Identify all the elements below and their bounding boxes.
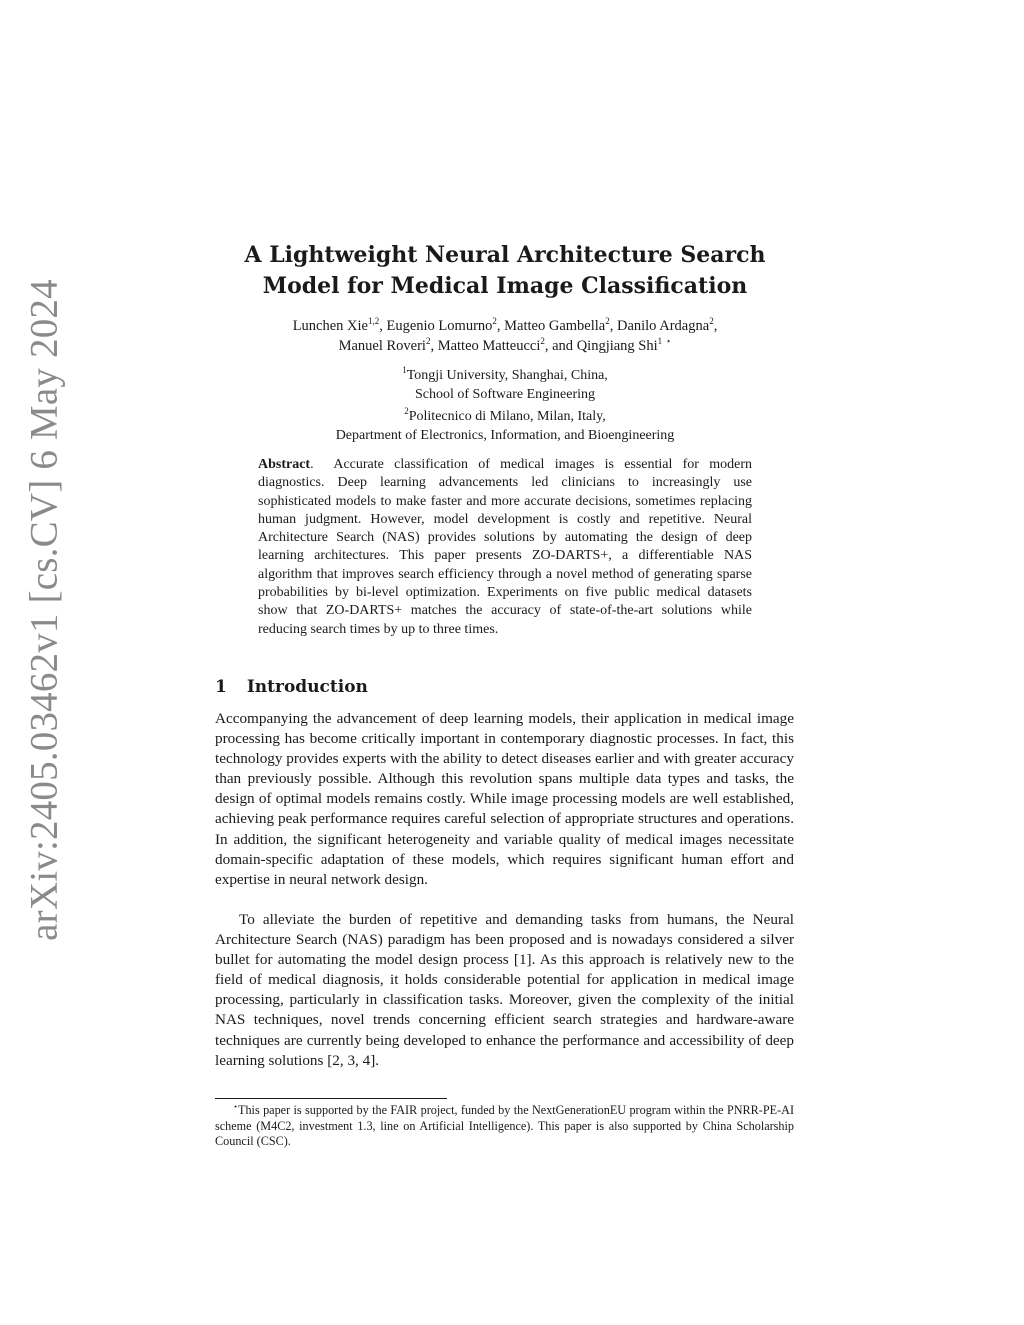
- footnote-mark: ⋆: [233, 1102, 239, 1111]
- affiliation-line: Department of Electronics, Information, and Bioengineering: [335, 428, 675, 443]
- author-affiliation-mark: 2: [425, 336, 431, 346]
- author-name: Lunchen Xie: [292, 318, 368, 334]
- affiliation-line: [215, 407, 795, 426]
- author-name: Matteo Matteucci: [437, 338, 541, 354]
- author-name: Qingjiang Shi: [576, 338, 658, 354]
- affiliation-1: [215, 366, 795, 404]
- affiliation-number: 1: [402, 365, 407, 375]
- author-affiliation-mark: 1: [657, 336, 663, 346]
- footnote-divider: [215, 1098, 447, 1099]
- author-conjunction: and: [552, 338, 574, 354]
- author-affiliation-mark: 2: [492, 316, 497, 326]
- affiliation-text: Tongji University, Shanghai, China,: [406, 368, 608, 383]
- title-line-2: Model for Medical Image Classification: [262, 273, 748, 299]
- author-name: Danilo Ardagna: [616, 318, 710, 334]
- author-name: Manuel Roveri: [338, 338, 426, 354]
- author-list: [215, 316, 795, 356]
- section-number: 1: [215, 677, 227, 697]
- intro-paragraph-1: Accompanying the advancement of deep learning models, their application in medical image processing has become critically important in contemporary diagnostic processes. In fact, this technology provides experts with the ability to detect diseases earlier and with greater accuracy than previously possible. Although this revolution spans multiple data types and tasks, the design of optimal models remains costly. While image processing models are well established, achieving peak performance requires careful selection of appropriate structures and operations. In addition, the significant heterogeneity and variable quality of medical images necessitate domain-specific adaptation of these models, which requires significant human effort and expertise in neural network design.: [215, 710, 795, 888]
- author-line-1: Lunchen Xie$^{1,2}$, Eugenio Lomurno$^2$, Matteo Gambella$^2$, Danilo Ardagna$^2$,: [292, 316, 718, 334]
- intro-paragraph-2: To alleviate the burden of repetitive and demanding tasks from humans, the Neural Architecture Search (NAS) paradigm has been proposed and is nowadays considered a silver bullet for automating the model design process [1]. As this approach is relatively new to the field of medical diagnosis, it holds considerable potential for application in medical image processing, particularly in classification tasks. Moreover, given the complexity of the initial NAS techniques, novel trends concerning efficient search strategies and hardware-aware techniques are currently being developed to enhance the performance and accessibility of deep learning solutions [2, 3, 4].: [215, 911, 794, 1069]
- title-line-1: A Lightweight Neural Architecture Search: [244, 242, 766, 268]
- author-name: Eugenio Lomurno: [386, 318, 493, 334]
- affiliation-line: [215, 366, 795, 385]
- affiliation-2: [215, 407, 795, 445]
- abstract: Abstract. Accurate classification of medical images is essential for modern diagnostics. Deep learning advancements led clinicians to increasingly use sophisticated models to make faster and more accurate decisions, sometimes replacing human judgment. However, model development is costly and repetitive. Neural Architecture Search (NAS) provides solutions by automating the design of deep learning architectures. This paper presents ZO-DARTS+, a differentiable NAS algorithm that improves search efficiency through a novel method of generating sparse probabilities by bi-level optimization. Experiments on five public medical datasets show that ZO-DARTS+ matches the accuracy of state-of-the-art solutions while reducing search times by up to three times.: [258, 457, 752, 637]
- affiliation-text: Politecnico di Milano, Milan, Italy,: [408, 409, 606, 424]
- author-affiliation-mark: 2: [540, 336, 545, 346]
- footnote-mark: ⋆: [665, 336, 672, 346]
- abstract-text: Accurate classification of medical images is essential for modern diagnostics. Deep learning advancements led clinicians to increasingly use sophisticated models to make faster and more accurate decisions, sometimes replacing human judgment. However, model development is costly and repetitive. Neural Architecture Search (NAS) provides solutions by automating the design of deep learning architectures. This paper presents ZO-DARTS+, a differentiable NAS algorithm that improves search efficiency through a novel method of generating sparse probabilities by bi-level optimization. Experiments on five public medical datasets show that ZO-DARTS+ matches the accuracy of state-of-the-art solutions while reducing search times by up to three times.: [258, 457, 752, 637]
- paper-title: [215, 240, 795, 302]
- author-affiliation-mark: 2: [709, 316, 714, 326]
- author-affiliation-mark: 2: [605, 316, 610, 326]
- author-line-2: Manuel Roveri$^2$, Matteo Matteucci$^2$, and Qingjiang Shi$^1$ ⋆: [338, 336, 672, 354]
- author-affiliation-mark: 1,2: [367, 316, 380, 326]
- abstract-label: Abstract: [258, 457, 311, 472]
- section-heading-introduction: [215, 677, 368, 697]
- footnote-text: This paper is supported by the FAIR project, funded by the NextGenerationEU program within the PNRR-PE-AI scheme (M4C2, investment 1.3, line on Artificial Intelligence). This paper is also supported by China Scholarship Council (CSC).: [215, 1103, 794, 1149]
- affiliation-number: 2: [404, 406, 409, 416]
- arxiv-identifier-text: arXiv:2405.03462v1 [cs.CV] 6 May 2024: [22, 279, 66, 941]
- section-title: Introduction: [246, 677, 368, 697]
- affiliation-line: School of Software Engineering: [414, 387, 595, 402]
- footnote: [215, 1103, 794, 1150]
- author-name: Matteo Gambella: [504, 318, 606, 334]
